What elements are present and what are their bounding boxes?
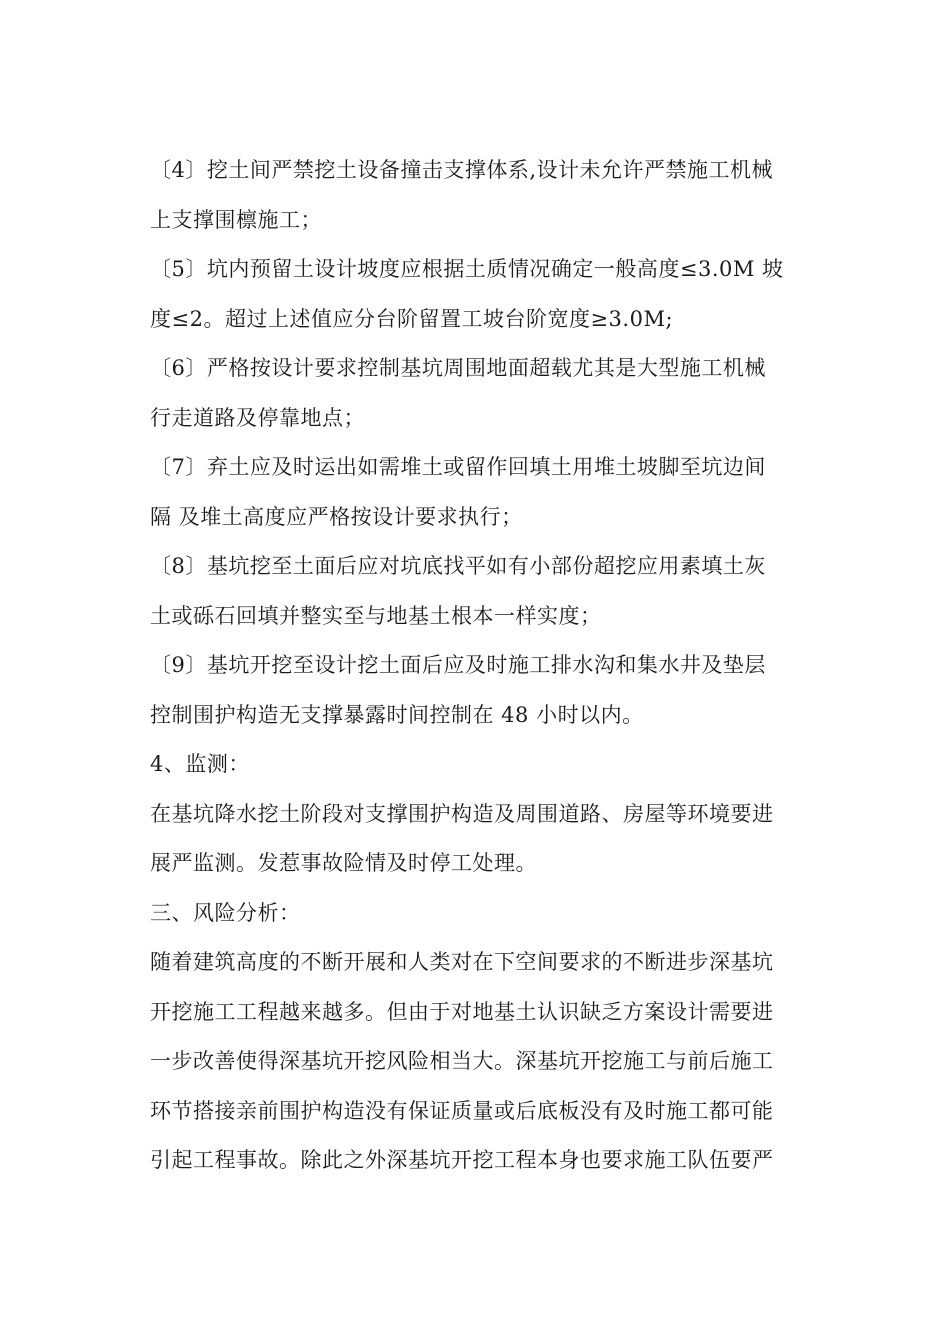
text-line: 展严监测。发惹事故险情及时停工处理。 (150, 851, 537, 875)
text-line: 引起工程事故。除此之外深基坑开挖工程本身也要求施工队伍要严 (150, 1148, 774, 1172)
text-line: 开挖施工工程越来越多。但由于对地基土认识缺乏方案设计需要进 (150, 999, 774, 1024)
text-line: 〔6〕严格按设计要求控制基坑周围地面超载尤其是大型施工机械 (150, 356, 766, 380)
text-line: 行走道路及停靠地点； (150, 405, 365, 430)
text-line: 在基坑降水挖土阶段对支撑围护构造及周围道路、房屋等环境要进 (150, 801, 774, 826)
text-line: 环节搭接亲前围护构造没有保证质量或后底板没有及时施工都可能 (150, 1098, 774, 1123)
document-body (150, 146, 810, 1186)
text-line: 控制围护构造无支撑暴露时间控制在 48 小时以内。 (150, 702, 644, 727)
text-line: 一步改善使得深基坑开挖风险相当大。深基坑开挖施工与前后施工 (150, 1049, 774, 1073)
text-line: 上支撑围檩施工； (150, 207, 322, 232)
text-line: 随着建筑高度的不断开展和人类对在下空间要求的不断进步深基坑 (150, 950, 774, 974)
section-heading: 4、监测： (150, 752, 250, 776)
text-line: 〔7〕弃土应及时运出如需堆土或留作回填土用堆土坡脚至坑边间 (150, 455, 766, 479)
section-heading: 三、风险分析： (150, 900, 301, 925)
text-line: 〔9〕基坑开挖至设计挖土面后应及时施工排水沟和集水井及垫层 (150, 653, 766, 677)
text-line: 度≤2。超过上述值应分台阶留置工坡台阶宽度≥3.0M; (150, 306, 674, 331)
text-line: 〔8〕基坑挖至土面后应对坑底找平如有小部份超挖应用素填土灰 (150, 554, 766, 578)
text-line: 隔 及堆土高度应严格按设计要求执行； (150, 504, 523, 529)
text-line: 土或砾石回填并整实至与地基土根本一样实度； (150, 603, 602, 628)
text-line: 〔5〕坑内预留土设计坡度应根据土质情况确定一般高度≤3.0M 坡 (150, 257, 784, 281)
text-line: 〔4〕挖土间严禁挖土设备撞击支撑体系,设计未允许严禁施工机械 (150, 158, 774, 182)
